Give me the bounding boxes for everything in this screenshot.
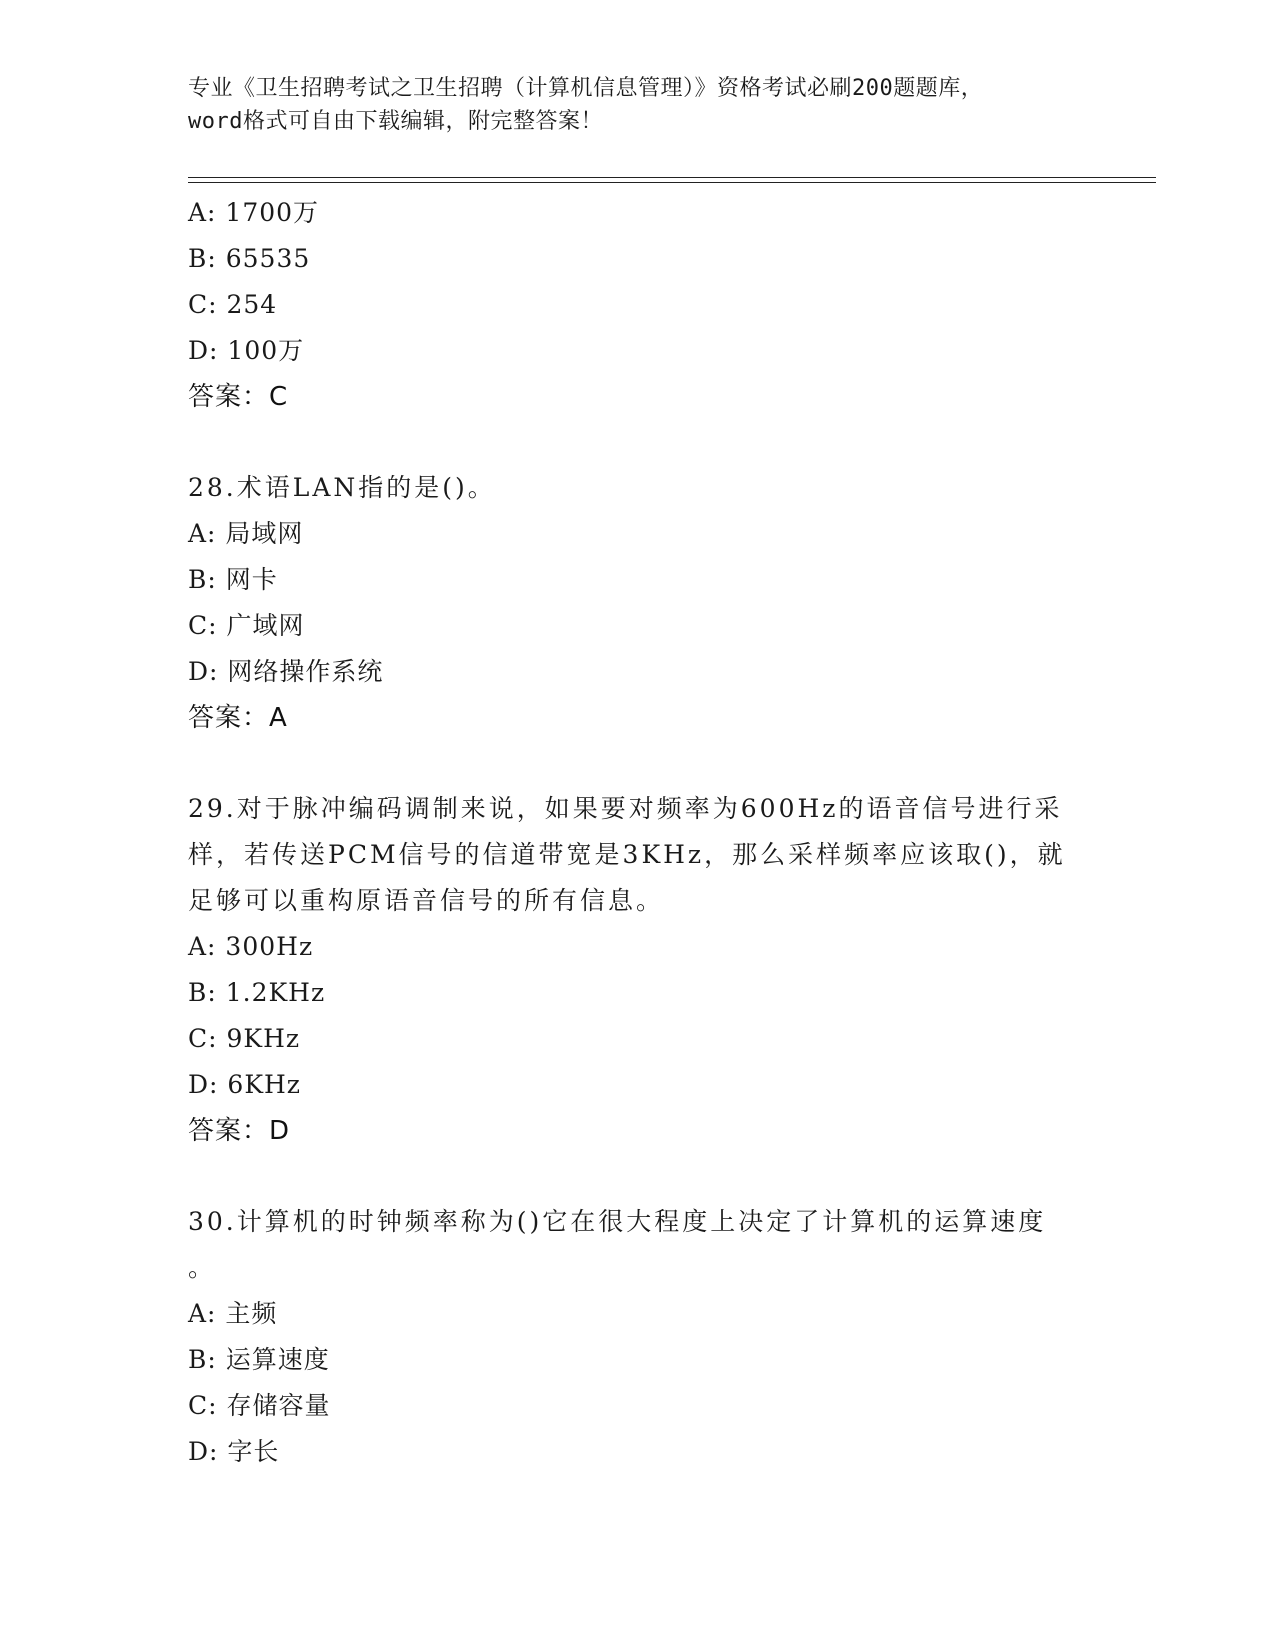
spacer [188,420,1088,465]
option-b: B: 网卡 [188,565,278,594]
question-27 [188,190,1088,420]
question-28 [188,465,1088,741]
option-d: D: 6KHz [188,1070,301,1099]
answer-line: 答案：A [188,703,288,733]
option-d: D: 网络操作系统 [188,657,384,686]
option-b: B: 1.2KHz [188,978,326,1007]
option-d: D: 字长 [188,1437,280,1466]
spacer [188,741,1088,786]
option-b: B: 运算速度 [188,1345,330,1374]
option-a: A: 1700万 [188,198,320,227]
answer-line: 答案：D [188,1116,291,1146]
header-line-1: 专业《卫生招聘考试之卫生招聘（计算机信息管理）》资格考试必刷200题题库， [188,76,984,101]
option-c: C: 广域网 [188,611,305,640]
option-b: B: 65535 [188,244,311,273]
question-text-line-1: 30.计算机的时钟频率称为()它在很大程度上决定了计算机的运算速度 [188,1207,1047,1236]
question-list [188,190,1088,1475]
question-text-line-3: 足够可以重构原语音信号的所有信息。 [188,886,665,915]
spacer [188,1154,1088,1199]
question-text-line-2: 样，若传送PCM信号的信道带宽是3KHz，那么采样频率应该取()，就 [188,840,1066,869]
header-divider-top [188,177,1156,178]
document-header [188,72,1088,138]
option-a: A: 主频 [188,1299,278,1328]
question-text-line-1: 29.对于脉冲编码调制来说，如果要对频率为600Hz的语音信号进行采 [188,794,1063,823]
question-text-line-2: 。 [188,1253,217,1282]
option-c: C: 存储容量 [188,1391,331,1420]
question-29 [188,786,1088,1154]
header-line-2: word格式可自由下载编辑，附完整答案！ [188,109,603,134]
option-c: C: 254 [188,290,278,319]
answer-line: 答案：C [188,382,289,412]
option-a: A: 局域网 [188,519,304,548]
header-divider-bottom [188,182,1156,183]
question-30 [188,1199,1088,1475]
question-text: 28.术语LAN指的是()。 [188,473,496,502]
option-d: D: 100万 [188,336,305,365]
option-a: A: 300Hz [188,932,314,961]
option-c: C: 9KHz [188,1024,301,1053]
